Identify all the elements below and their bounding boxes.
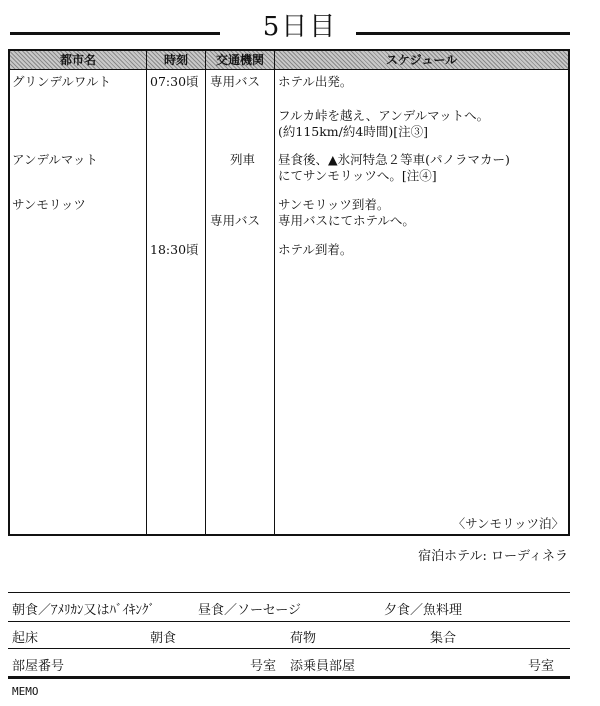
hotel-info: 宿泊ホテル: ローディネラ <box>418 549 568 564</box>
breakfast-time-label: 朝食 <box>150 631 177 646</box>
schedule-cell: ホテル到着。 <box>278 242 353 257</box>
schedule-table <box>8 49 570 536</box>
schedule-cell: サンモリッツ到着。 <box>278 197 390 212</box>
wakeup-label: 起床 <box>12 631 39 646</box>
schedule-cell: フルカ峠を越え、アンデルマットへ。 <box>278 108 490 123</box>
tc-room-suffix: 号室 <box>528 659 555 674</box>
divider <box>8 592 570 593</box>
divider <box>8 648 570 649</box>
header-schedule: スケジュール <box>275 51 568 69</box>
schedule-cell: 専用バスにてホテルへ。 <box>278 213 415 228</box>
city-cell: グリンデルワルト <box>12 74 112 89</box>
col-divider <box>274 51 275 534</box>
city-cell: アンデルマット <box>12 152 98 167</box>
city-cell: サンモリッツ <box>12 197 86 212</box>
overnight-label: 〈サンモリッツ泊〉 <box>452 516 564 531</box>
transport-cell: 列車 <box>230 152 256 167</box>
col-divider <box>205 51 206 534</box>
meeting-label: 集合 <box>430 631 457 646</box>
header-divider <box>10 69 568 70</box>
schedule-cell: (約115km/約4時間)[注③] <box>278 124 428 139</box>
meal-dinner: 夕食／魚料理 <box>384 603 463 618</box>
tc-room-label: 添乗員部屋 <box>290 659 356 674</box>
meal-breakfast: 朝食／ｱﾒﾘｶﾝ又はﾊﾞｲｷﾝｸﾞ <box>12 603 156 618</box>
time-cell: 18:30頃 <box>150 242 199 257</box>
schedule-cell: 昼食後、▲氷河特急２等車(パノラマカー) <box>278 152 510 167</box>
divider-thick <box>8 676 570 679</box>
time-cell: 07:30頃 <box>150 74 199 89</box>
luggage-label: 荷物 <box>290 631 317 646</box>
divider <box>8 621 570 622</box>
schedule-cell: ホテル出発。 <box>278 74 353 89</box>
col-divider <box>146 51 147 534</box>
page-title: 5日目 <box>262 12 338 42</box>
room-number-label: 部屋番号 <box>12 659 65 674</box>
title-line-right <box>356 32 570 35</box>
header-transport: 交通機関 <box>206 51 274 69</box>
meal-lunch: 昼食／ソーセージ <box>198 603 301 618</box>
schedule-cell: にてサンモリッツへ。[注④] <box>278 168 437 183</box>
transport-cell: 専用バス <box>210 74 261 89</box>
transport-cell: 専用バス <box>210 213 261 228</box>
header-time: 時刻 <box>147 51 205 69</box>
header-city: 都市名 <box>10 51 146 69</box>
memo-label: MEMO <box>12 685 39 698</box>
room-suffix: 号室 <box>250 659 277 674</box>
